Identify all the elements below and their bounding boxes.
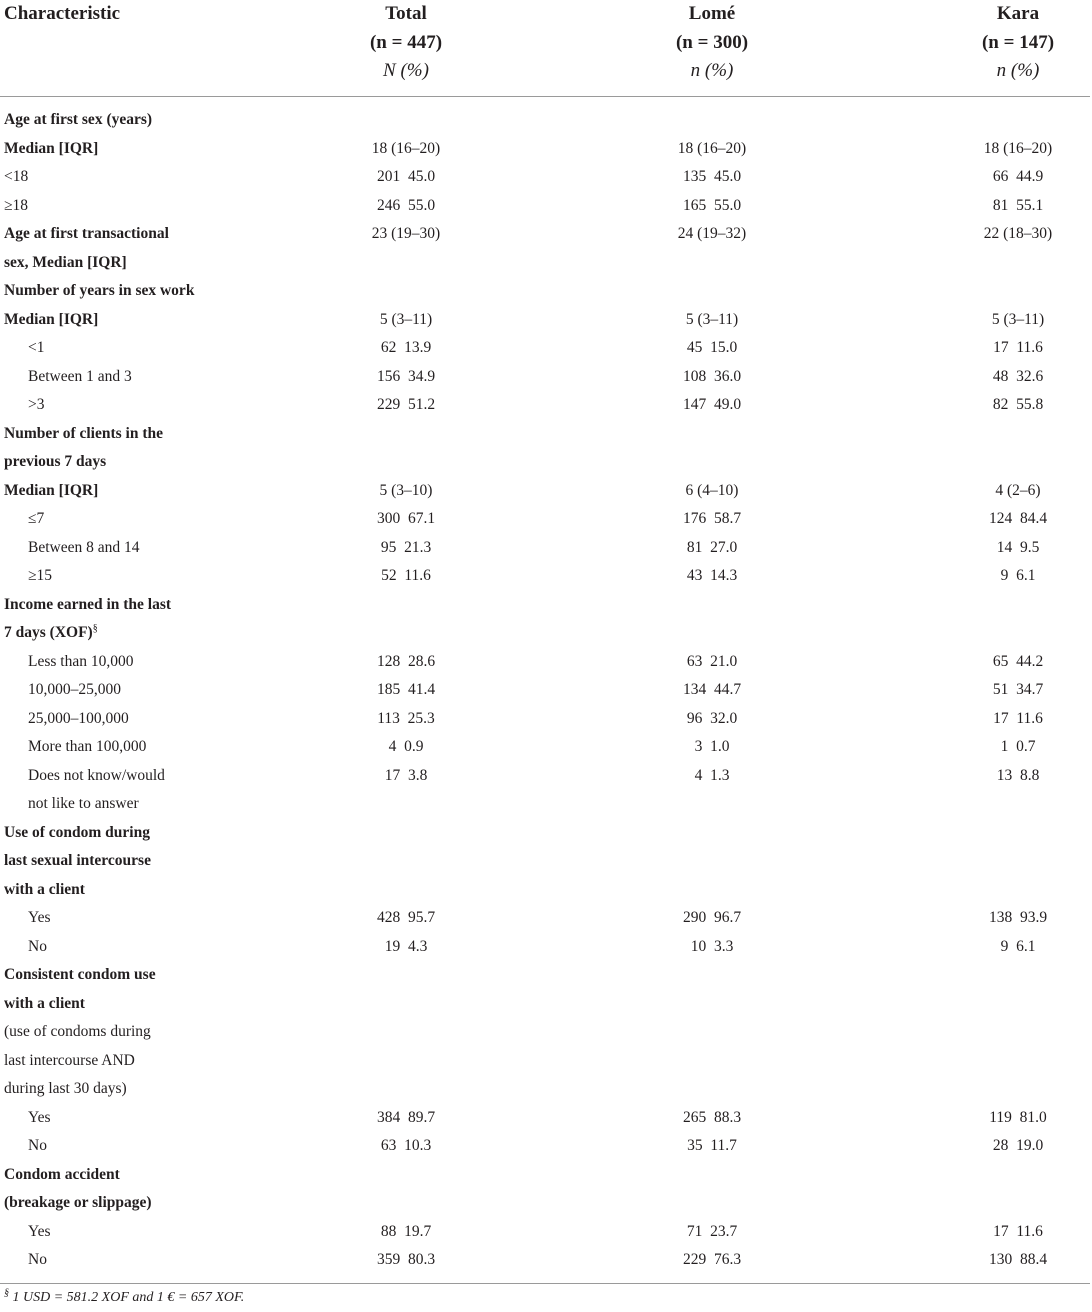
table-row	[0, 990, 1092, 1019]
cell-total: 4 0.9	[388, 738, 424, 755]
row-label-text: Age at first sex (years)	[4, 111, 153, 128]
cell-kara: 14 9.5	[996, 538, 1040, 556]
cell-lome: 165 55.0	[682, 196, 742, 214]
row-label	[4, 1189, 152, 1218]
row-label-text: No	[28, 1251, 47, 1268]
row-label	[4, 277, 194, 306]
row-label-text: last sexual intercourse	[4, 852, 151, 869]
table-row	[0, 391, 1092, 420]
cell-lome: 81 27.0	[686, 538, 738, 556]
table-row	[0, 1132, 1092, 1161]
row-label	[4, 1075, 127, 1104]
row-label	[4, 163, 28, 192]
cell-total: 300 67.1	[376, 510, 436, 527]
cell-total: 95 21.3	[380, 538, 432, 556]
table-row	[0, 163, 1092, 192]
cell-lome: 45 15.0	[686, 339, 738, 356]
header-kara-name: Kara	[996, 3, 1040, 24]
table-row	[0, 192, 1092, 221]
cell-total: 18 (16–20)	[371, 139, 441, 157]
cell-total: 359 80.3	[376, 1251, 436, 1268]
row-label-text: ≥18	[4, 196, 29, 214]
row-label	[4, 249, 127, 278]
table-row	[0, 534, 1092, 563]
cell-total: 185 41.4	[376, 681, 436, 698]
table-footnote	[4, 1287, 245, 1306]
row-label	[28, 505, 44, 534]
row-label	[28, 534, 139, 563]
header-kara-stat: n (%)	[996, 60, 1040, 81]
cell-total: 5 (3–11)	[379, 310, 433, 328]
table-row	[0, 1018, 1092, 1047]
header-characteristic: Characteristic	[4, 3, 121, 24]
row-label	[28, 705, 129, 734]
row-label-text: with a client	[4, 994, 85, 1012]
cell-lome: 96 32.0	[686, 709, 738, 727]
cell-total: 201 45.0	[376, 168, 436, 185]
table-row	[0, 505, 1092, 534]
table-row	[0, 448, 1092, 477]
table-row	[0, 306, 1092, 335]
cell-lome: 10 3.3	[690, 937, 734, 955]
header-lome-name: Lomé	[688, 3, 736, 24]
cell-kara: 65 44.2	[992, 652, 1044, 670]
row-label-text: ≥15	[28, 567, 53, 584]
cell-lome: 6 (4–10)	[685, 481, 739, 499]
row-label	[4, 961, 156, 990]
cell-total: 246 55.0	[376, 196, 436, 214]
row-label	[4, 448, 106, 477]
row-label	[4, 1047, 135, 1076]
cell-lome: 18 (16–20)	[677, 139, 747, 157]
row-label	[28, 391, 45, 420]
table-row	[0, 876, 1092, 905]
cell-kara: 81 55.1	[992, 196, 1044, 214]
row-label-text: Age at first transactional	[4, 225, 169, 242]
cell-total: 88 19.7	[380, 1222, 432, 1240]
row-label-text: 10,000–25,000	[28, 681, 121, 698]
cell-total: 5 (3–10)	[379, 481, 433, 499]
row-label	[28, 1104, 51, 1133]
cell-total: 128 28.6	[376, 652, 436, 670]
table-row	[0, 249, 1092, 278]
row-label	[4, 306, 98, 335]
table-row	[0, 676, 1092, 705]
row-label-text: Number of clients in the	[4, 424, 164, 442]
row-label	[4, 477, 98, 506]
cell-kara: 22 (18–30)	[983, 225, 1053, 242]
header-divider	[0, 96, 1090, 97]
table-row	[0, 420, 1092, 449]
table-row	[0, 933, 1092, 962]
cell-kara: 17 11.6	[993, 1222, 1043, 1240]
table-row	[0, 1189, 1092, 1218]
cell-lome: 5 (3–11)	[685, 310, 739, 328]
cell-total: 52 11.6	[381, 567, 431, 584]
row-label	[28, 676, 121, 705]
row-label	[28, 933, 47, 962]
table-row	[0, 648, 1092, 677]
row-label-text: Use of condom during	[4, 823, 150, 841]
table-row	[0, 363, 1092, 392]
header-kara	[958, 0, 1078, 86]
row-label-text: No	[28, 1137, 47, 1154]
row-label	[28, 1132, 47, 1161]
cell-total: 23 (19–30)	[371, 225, 441, 242]
cell-kara: 18 (16–20)	[983, 139, 1053, 157]
cell-kara: 1 0.7	[1000, 738, 1036, 755]
cell-kara: 124 84.4	[988, 510, 1048, 527]
row-label-text: during last 30 days)	[4, 1080, 127, 1097]
table-row	[0, 135, 1092, 164]
row-label	[4, 990, 85, 1019]
row-label	[4, 1018, 151, 1047]
header-lome-n: (n = 300)	[675, 31, 749, 53]
cell-lome: 134 44.7	[682, 681, 742, 698]
cell-total: 19 4.3	[384, 937, 428, 955]
table-row	[0, 1218, 1092, 1247]
table-header	[0, 0, 1092, 96]
row-label-text: ≤7	[28, 510, 45, 527]
row-label	[28, 733, 146, 762]
row-label-text: sex, Median [IQR]	[4, 253, 127, 271]
header-total-name: Total	[385, 3, 427, 24]
row-label	[4, 106, 152, 135]
table-row	[0, 1075, 1092, 1104]
table-bottom-divider	[0, 1283, 1090, 1284]
table-row	[0, 1047, 1092, 1076]
row-label	[28, 904, 51, 933]
cell-lome: 4 1.3	[694, 766, 730, 784]
cell-kara: 66 44.9	[992, 168, 1044, 185]
row-label-text: (use of condoms during	[4, 1023, 151, 1040]
row-label-text: Consistent condom use	[4, 966, 156, 983]
table-row	[0, 904, 1092, 933]
row-label-text: Condom accident	[4, 1165, 120, 1183]
row-label-text: with a client	[4, 880, 85, 898]
row-label-text: More than 100,000	[28, 738, 147, 755]
header-total-stat: N (%)	[383, 60, 429, 81]
cell-lome: 35 11.7	[687, 1137, 737, 1154]
row-label	[28, 790, 139, 819]
cell-kara: 4 (2–6)	[995, 481, 1041, 499]
table-row	[0, 619, 1092, 648]
row-label-text: Number of years in sex work	[4, 282, 195, 299]
footnote-marker: §	[4, 1287, 9, 1299]
table-row	[0, 591, 1092, 620]
table-row	[0, 819, 1092, 848]
cell-total: 428 95.7	[376, 909, 436, 926]
row-label-text: Yes	[28, 1108, 51, 1126]
cell-lome: 108 36.0	[682, 367, 742, 385]
cell-kara: 51 34.7	[992, 681, 1044, 698]
cell-total: 384 89.7	[376, 1108, 436, 1126]
row-label-text: Median [IQR]	[4, 310, 99, 328]
cell-lome: 63 21.0	[686, 652, 738, 670]
table-row	[0, 705, 1092, 734]
row-label	[4, 1161, 120, 1190]
header-total-n: (n = 447)	[369, 31, 443, 53]
row-label-text: >3	[28, 396, 45, 413]
row-label-text: Does not know/would	[28, 766, 165, 784]
row-label	[4, 591, 171, 620]
row-label	[28, 562, 52, 591]
cell-kara: 17 11.6	[993, 339, 1043, 356]
row-label	[4, 847, 151, 876]
row-label	[4, 420, 163, 449]
cell-lome: 176 58.7	[682, 510, 742, 527]
cell-lome: 265 88.3	[682, 1108, 742, 1126]
cell-lome: 147 49.0	[682, 396, 742, 413]
cell-lome: 229 76.3	[682, 1251, 742, 1268]
row-label	[28, 1246, 47, 1275]
row-label-text: Between 1 and 3	[28, 367, 132, 385]
header-kara-n: (n = 147)	[981, 31, 1055, 53]
row-label	[4, 220, 169, 249]
row-label	[28, 363, 132, 392]
cell-lome: 290 96.7	[682, 909, 742, 926]
row-label	[28, 648, 133, 677]
table-row	[0, 961, 1092, 990]
row-label-text: <18	[4, 168, 29, 185]
cell-total: 62 13.9	[380, 339, 432, 356]
cell-kara: 82 55.8	[992, 396, 1044, 413]
cell-lome: 24 (19–32)	[677, 225, 747, 242]
row-label-text: <1	[28, 339, 45, 356]
row-label-text: Yes	[28, 1222, 51, 1240]
cell-kara: 9 6.1	[1000, 937, 1036, 955]
table-row	[0, 1246, 1092, 1275]
table-row	[0, 1161, 1092, 1190]
header-lome-stat: n (%)	[690, 60, 734, 81]
row-label	[28, 1218, 51, 1247]
row-label	[4, 619, 98, 648]
cell-kara: 48 32.6	[992, 367, 1044, 385]
row-label-text: last intercourse AND	[4, 1051, 135, 1069]
table-row	[0, 220, 1092, 249]
row-label	[28, 334, 45, 363]
cell-lome: 135 45.0	[682, 168, 742, 185]
row-label-text: Median [IQR]	[4, 139, 99, 157]
cell-total: 17 3.8	[384, 766, 428, 784]
row-label-text: 7 days (XOF)	[4, 624, 93, 641]
row-label-text: No	[28, 937, 47, 955]
cell-kara: 28 19.0	[992, 1137, 1044, 1154]
cell-total: 113 25.3	[377, 709, 435, 727]
table-row	[0, 477, 1092, 506]
cell-lome: 3 1.0	[694, 738, 730, 755]
cell-kara: 13 8.8	[996, 766, 1040, 784]
cell-total: 156 34.9	[376, 367, 436, 385]
table-row	[0, 106, 1092, 135]
row-label-footnote-marker: §	[92, 622, 98, 634]
row-label-text: Yes	[28, 909, 51, 926]
cell-kara: 9 6.1	[1000, 567, 1036, 584]
footnote-text: 1 USD = 581.2 XOF and 1 € = 657 XOF.	[12, 1290, 245, 1305]
row-label-text: previous 7 days	[4, 453, 107, 470]
table-row	[0, 733, 1092, 762]
row-label	[4, 819, 150, 848]
row-label	[28, 762, 165, 791]
cell-lome: 71 23.7	[686, 1222, 738, 1240]
cell-kara: 119 81.0	[989, 1108, 1047, 1126]
header-lome	[652, 0, 772, 86]
row-label-text: not like to answer	[28, 795, 139, 812]
row-label-text: Income earned in the last	[4, 595, 172, 613]
row-label-text: Between 8 and 14	[28, 538, 140, 556]
table-row	[0, 277, 1092, 306]
cell-total: 229 51.2	[376, 396, 436, 413]
table-row	[0, 334, 1092, 363]
cell-kara: 138 93.9	[988, 909, 1048, 926]
cell-lome: 43 14.3	[686, 567, 738, 584]
cell-total: 63 10.3	[380, 1137, 432, 1154]
table-row	[0, 790, 1092, 819]
row-label	[4, 135, 98, 164]
row-label-text: Median [IQR]	[4, 481, 99, 499]
row-label	[4, 876, 85, 905]
row-label-text: Less than 10,000	[28, 652, 134, 670]
cell-kara: 5 (3–11)	[991, 310, 1045, 328]
header-total	[346, 0, 466, 86]
cell-kara: 130 88.4	[988, 1251, 1048, 1268]
table-row	[0, 562, 1092, 591]
table-row	[0, 1104, 1092, 1133]
row-label-text: 25,000–100,000	[28, 709, 129, 727]
table-body	[0, 106, 1092, 1275]
table-row	[0, 762, 1092, 791]
table-row	[0, 847, 1092, 876]
cell-kara: 17 11.6	[993, 709, 1043, 727]
row-label	[4, 192, 28, 221]
row-label-text: (breakage or slippage)	[4, 1194, 152, 1211]
